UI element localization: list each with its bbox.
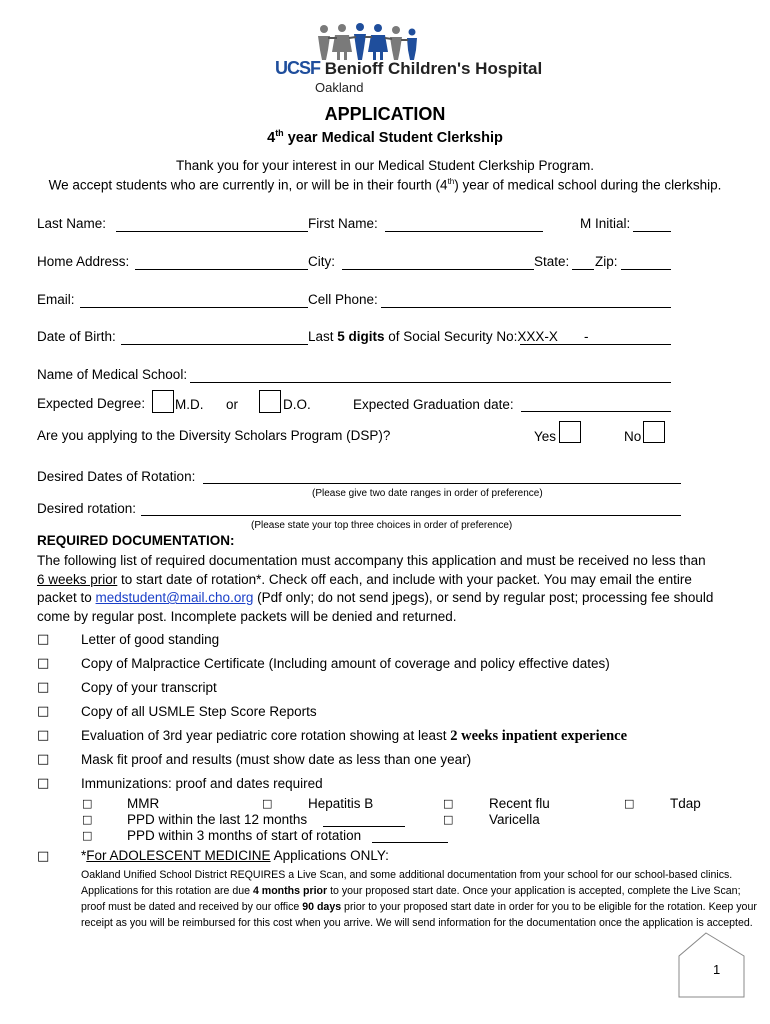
dsp-yes-label: Yes (534, 429, 557, 444)
page-subtitle: 4th year Medical Student Clerkship (267, 128, 503, 146)
checkbox-malpractice[interactable]: □ (37, 656, 50, 671)
email-field[interactable] (80, 307, 308, 308)
do-label: D.O. (283, 397, 311, 412)
item-immunizations: Immunizations: proof and dates required (81, 776, 323, 791)
first-name-label: First Name: (308, 216, 378, 231)
city-label: City: (308, 254, 335, 269)
cell-phone-field[interactable] (381, 307, 671, 308)
med-school-field[interactable] (190, 382, 671, 383)
checkbox-good-standing[interactable]: □ (37, 632, 50, 647)
desired-dates-label: Desired Dates of Rotation: (37, 469, 196, 484)
zip-field[interactable] (621, 269, 671, 270)
email-link[interactable]: medstudent@mail.cho.org (95, 590, 254, 605)
item-mask-fit: Mask fit proof and results (must show date as less than one year) (81, 752, 472, 767)
intro-line-2: We accept students who are currently in, or will be in their fourth (4th) year of medical school during the clerkship. (48, 177, 722, 193)
state-field[interactable] (572, 269, 594, 270)
checkbox-flu[interactable]: □ (443, 797, 454, 810)
imm-hep-b: Hepatitis B (308, 796, 374, 811)
checkbox-ppd3[interactable]: □ (82, 829, 93, 842)
dates-hint: (Please give two date ranges in order of preference) (312, 488, 543, 499)
intro-line-1: Thank you for your interest in our Medical Student Clerkship Program. (176, 158, 594, 173)
or-label: or (226, 397, 239, 412)
last-name-label: Last Name: (37, 216, 107, 231)
imm-ppd12: PPD within the last 12 months (127, 812, 308, 827)
desired-dates-field[interactable] (203, 483, 681, 484)
dsp-yes-checkbox[interactable] (559, 421, 581, 443)
home-address-label: Home Address: (37, 254, 130, 269)
md-checkbox[interactable] (152, 390, 174, 413)
item-usmle: Copy of all USMLE Step Score Reports (81, 704, 317, 719)
documentation-heading: REQUIRED DOCUMENTATION: (37, 533, 235, 548)
ppd3-date-field[interactable] (372, 842, 448, 843)
logo-location: Oakland (315, 80, 364, 95)
checkbox-transcript[interactable]: □ (37, 680, 50, 695)
logo-hospital-name: Benioff Children's Hospital (324, 59, 543, 78)
documentation-intro: The following list of required documentation must accompany this application and must be received no less than 6 weeks prior to start date of rotation*. Check off each, and include with your packet. You may email the entire packet to medstudent@mail.cho.org (Pdf only; do not send jpegs), or send by regular post; processing fee should come by regular post. Incomplete packets will be denied and returned. (37, 553, 714, 624)
logo-ucsf: UCSF (275, 58, 320, 78)
ssn-label: Last 5 digits of Social Security No:XXX-X (308, 329, 558, 344)
ssn-dash: - (584, 329, 589, 344)
city-field[interactable] (342, 269, 534, 270)
item-transcript: Copy of your transcript (81, 680, 217, 695)
dsp-no-checkbox[interactable] (643, 421, 665, 443)
checkbox-usmle[interactable]: □ (37, 704, 50, 719)
checkbox-immunizations[interactable]: □ (37, 776, 50, 791)
checkbox-ppd12[interactable]: □ (82, 813, 93, 826)
item-adolescent: *For ADOLESCENT MEDICINE Applications ONLY: (81, 848, 389, 863)
dsp-question: Are you applying to the Diversity Scholars Program (DSP)? (37, 428, 391, 443)
ssn-field[interactable] (520, 344, 671, 345)
do-checkbox[interactable] (259, 390, 281, 413)
cell-phone-label: Cell Phone: (308, 292, 378, 307)
checkbox-tdap[interactable]: □ (624, 797, 635, 810)
email-label: Email: (37, 292, 75, 307)
m-initial-field[interactable] (633, 231, 671, 232)
page-number-badge (676, 932, 746, 998)
grad-date-field[interactable] (521, 411, 671, 412)
zip-label: Zip: (595, 254, 618, 269)
rotation-hint: (Please state your top three choices in order of preference) (251, 520, 513, 531)
grad-date-label: Expected Graduation date: (353, 397, 514, 412)
dob-label: Date of Birth: (37, 329, 116, 344)
imm-tdap: Tdap (670, 796, 701, 811)
item-good-standing: Letter of good standing (81, 632, 220, 647)
logo-children-figures (312, 22, 422, 62)
desired-rotation-label: Desired rotation: (37, 501, 137, 516)
last-name-field[interactable] (116, 231, 308, 232)
checkbox-mask-fit[interactable]: □ (37, 752, 50, 767)
page-number: 1 (713, 962, 721, 977)
checkbox-evaluation[interactable]: □ (37, 728, 50, 743)
imm-varicella: Varicella (489, 812, 540, 827)
expected-degree-label: Expected Degree: (37, 396, 146, 411)
checkbox-adolescent[interactable]: □ (37, 849, 50, 864)
item-evaluation: Evaluation of 3rd year pediatric core rotation showing at least 2 weeks inpatient experience (81, 728, 628, 744)
med-school-label: Name of Medical School: (37, 367, 188, 382)
checkbox-mmr[interactable]: □ (82, 797, 93, 810)
dob-field[interactable] (121, 344, 308, 345)
dsp-no-label: No (624, 429, 642, 444)
md-label: M.D. (175, 397, 204, 412)
ppd12-date-field[interactable] (323, 826, 405, 827)
item-malpractice: Copy of Malpractice Certificate (Including amount of coverage and policy effective dates) (81, 656, 610, 671)
desired-rotation-field[interactable] (141, 515, 681, 516)
first-name-field[interactable] (385, 231, 543, 232)
home-address-field[interactable] (135, 269, 308, 270)
ssn-prefix: XXX-X (517, 329, 558, 344)
adolescent-note: Oakland Unified School District REQUIRES a Live Scan, and some additional documentation from your school for our school-based clinics. Applications for this rotation are due 4 months prior to your proposed start date. Once your application is accepted, complete the Live Scan; proof must be dated and received by our office 90 days prior to your proposed start date in order for you to be eligible for the rotation. Keep your receipt as you will be reimbursed for this cost when you arrive. We will send information for the documentation once the application is accepted. (81, 869, 757, 929)
page-title: APPLICATION (324, 104, 446, 124)
imm-mmr: MMR (127, 796, 160, 811)
imm-ppd3: PPD within 3 months of start of rotation (127, 828, 362, 843)
checkbox-hep-b[interactable]: □ (262, 797, 273, 810)
state-label: State: (534, 254, 570, 269)
m-initial-label: M Initial: (580, 216, 631, 231)
imm-flu: Recent flu (489, 796, 550, 811)
checkbox-varicella[interactable]: □ (443, 813, 454, 826)
